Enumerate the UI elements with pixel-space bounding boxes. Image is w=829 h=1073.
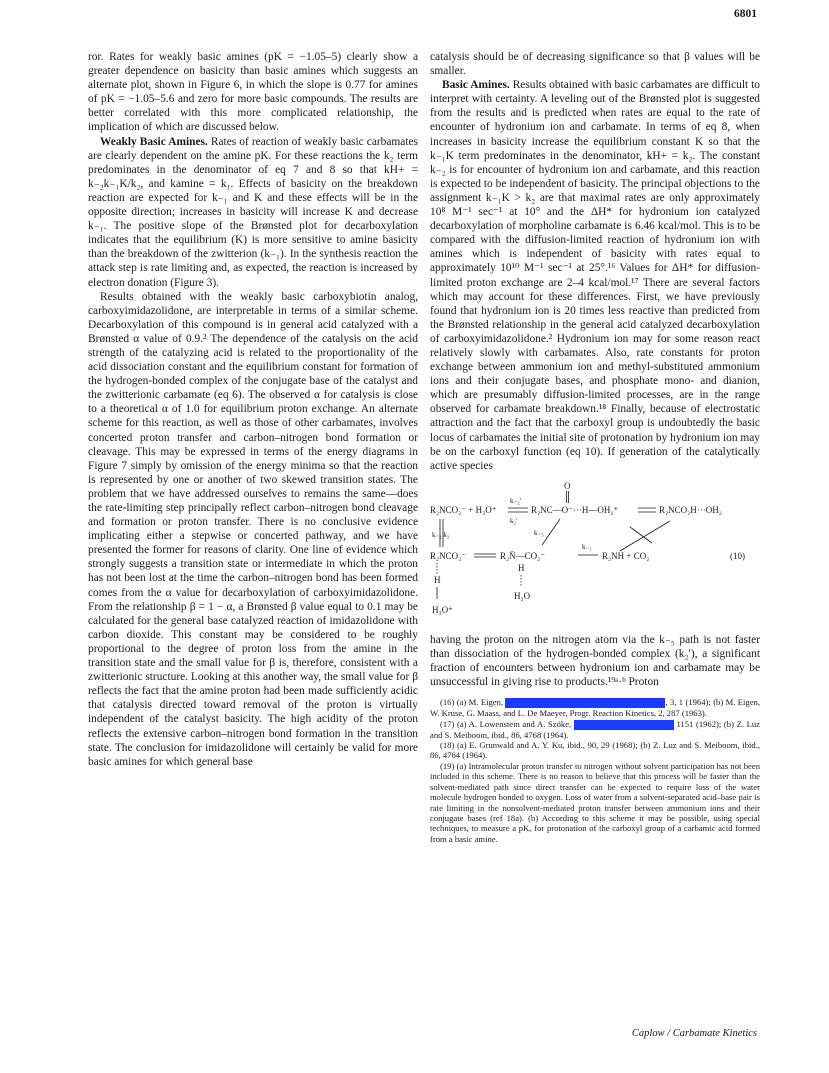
- scheme-h3o: H₃O⁺: [432, 604, 453, 615]
- scheme-side-k: k₋₂ k₂: [432, 530, 450, 539]
- scheme-row1-mid: R₂NC—O⁻···H—OH₂⁺: [531, 504, 619, 515]
- scheme-eq-number: (10): [730, 550, 745, 561]
- scheme-h-left: H: [434, 574, 441, 585]
- scheme-k5: k₋₅: [534, 528, 544, 537]
- scheme-row2-left: R₂NCO₂⁻: [430, 550, 467, 561]
- scheme-diagram: [430, 479, 760, 629]
- paragraph: catalysis should be of decreasing significance so that β values will be smaller.: [430, 51, 760, 78]
- scheme-h-mid: H: [518, 562, 525, 573]
- scheme-row1-right: R₂NCO₂H···OH₂: [659, 504, 722, 515]
- reaction-scheme: [430, 479, 760, 629]
- footnote-text: , 3, 1 (1964); (b) M. Eigen, W. Kruse, G. Maass, and L. De Maeyer, Progr. Reaction Kinetics, 2, 287 (1963).: [430, 697, 760, 719]
- paragraph: ror. Rates for weakly basic amines (pK = −1.05–5) clearly show a greater dependence on basicity than basic amines which suggests an alternate plot, shown in Figure 6, in which the slope is 0.77 for amines of pK = −1.05–5.6 and zero for more basic compounds. The results are better correlated with this more complicated relationship, the implication of which are discussed below.: [88, 51, 418, 134]
- footnote-19: (19) (a) Intramolecular proton transfer to nitrogen without solvent participation has not been included in this scheme. There is no reason to believe that this process will be faster than the solvent-mediated path since direct transfer can be expected to require loss of the water molecule hydrogen bonded to oxygen. Loss of water from a solvent-separated acid–base pair is rate limiting in the nonsolvent-mediated proton transfer between ammonium ions and their conjugate bases (ref 18a). (b) According to this scheme it may be possible, using special techniques, to measure a pKₐ for protonation of the carboxyl group of a carbamic acid formed from a basic amine.: [430, 760, 760, 844]
- footnote-text: (17) (a) A. Lowenstein and A. Szöke,: [440, 718, 574, 729]
- footnote-16: [430, 697, 760, 718]
- paragraph: [430, 78, 760, 473]
- paragraph: [88, 135, 418, 290]
- paragraph-text: Results obtained with basic carbamates are difficult to interpret with certainty. A leveling out of the Brønsted plot is suggested from the results and is predicted when rates are equal to the rate of encounter of hydronium ion and carbamate. In terms of eq 8, when increases in basicity increase the equilibrium constant K so that the k₋₁K term predominates in the denominator, kH+ = k₂. The constant k₋₂ is for encounter of hydronium ion and carbamate, and this reaction is expected to be independent of basicity. The principal objections to the assignment k₋₁K > k₂ are that maximal rates are only approximately 10⁸ M⁻¹ sec⁻¹ at 10° and the ΔH* for hydronium ion catalyzed decarboxylation of morpholine carbamate is 6.46 kcal/mol. This is to be compared with the diffusion-limited reaction of hydronium ion with amines which is independent of basicity with rates equal to approximately 10¹⁰ M⁻¹ sec⁻¹ at 25°.¹⁶ Values for ΔH* for diffusion-limited proton exchange are 2–4 kcal/mol.¹⁷ There are several factors which may account for these differences. First, we have previously found that hydronium ion is 20 times less reactive than predicted from the Brønsted relationship in the general acid catalyzed decarboxylation of carboxyimidazolidone.² Hydronium ion may for some reason react relatively slowly with carbamates. Also, rate constants for proton exchange between ammonium ion and methyl-substituted ammonium ions and their conjugate bases, and phosphate mono- and dianion, which are presumably diffusion-limited processes, are in the range observed for carbamate breakdown.¹⁸ Finally, because of electrostatic attraction and the fact that the carboxyl group is undoubtedly the basic locus of carbamates the initial site of protonation by hydronium ion may be on the carboxyl function (eq 10). If generation of the catalytically active species: [430, 79, 760, 472]
- scheme-row1-left: R₂NCO₂⁻ + H₃O⁺: [430, 504, 497, 515]
- redaction-box: [505, 698, 665, 708]
- footnote-18: (18) (a) E. Grunwald and A. Y. Ku, ibid., 90, 29 (1968); (b) Z. Luz and S. Meiboom, ibid., 86, 4764 (1964).: [430, 740, 760, 761]
- section-heading: Basic Amines.: [442, 79, 510, 92]
- footnote-text: (16) (a) M. Eigen,: [440, 697, 506, 708]
- running-footer: Caplow / Carbamate Kinetics: [631, 1028, 757, 1039]
- paragraph: Results obtained with the weakly basic carboxybiotin analog, carboxyimidazolidone, are interpretable in terms of a similar scheme. Decarboxylation of this compound is in general acid catalyzed with a Brønsted α value of 0.9.² The dependence of the catalysis on the acid strength of the catalyzing acid is related to the proportionality of the acid dissociation constant and the equilibrium constant for formation of the hydrogen-bonded complex of the conjugate base of the catalyst and the zwitterionic carbamate (eq 6). The observed α for catalysis is close to a theoretical α of 1.0 for equilibrium proton exchange. An alternate scheme for this reaction, as well as those of other carbamates, involves concerted proton transfer and carbon–nitrogen bond formation or cleavage. This may be expressed in terms of the energy diagrams in Figure 7 simply by omission of the energy minima so that the reaction is represented by one or another of two skewed transition states. The problem that we have addressed ourselves to remains the same—does the rate-limiting step principally reflect carbon–nitrogen bond cleavage and formation or proton transfer. There is no conclusive evidence implicating either a stepwise or concerted pathway, and we have presented the former for reasons of clarity. One line of evidence which strongly suggests a transition state or intermediate in which the proton has not been lost at the time the carbon–nitrogen bond has been formed comes from the α value for decarboxylation of carboxyimidazolidone. From the relationship β = 1 − α, a Brønsted β value equal to 0.1 may be calculated for the general base catalyzed reaction of imidazolidone with carbon dioxide. This constant may be considered to be roughly proportional to the degree of proton loss from the amine in the transition state and the small value for β is, therefore, consistent with a zwitterionic structure. Looking at this another way, the small value for β reflects the fact that the amine proton had been made sufficiently acidic that catalysis directed toward removal of the proton is virtually independent of the catalyst basicity. The high acidity of the proton reflects the extensive carbon–nitrogen bond formation in the transition state. The conclusion for imidazolidone will certainly be valid for more basic amines for which general base: [88, 290, 418, 768]
- right-column: [430, 50, 760, 844]
- footnote-text: 1151 (1962); (b) Z. Luz and S. Meiboom, ibid., 86, 4768 (1964).: [430, 718, 760, 740]
- scheme-oxygen: O: [564, 480, 571, 491]
- scheme-row2-mid: R₂N̄—CO₂⁻: [500, 550, 546, 561]
- left-column: [88, 50, 418, 769]
- paragraph: having the proton on the nitrogen atom via the k₋₅ path is not faster than dissociation of the hydrogen-bonded complex (k₂′), a significant fraction of encounters between hydronium ion and carbamate may be unsuccessful in giving rise to products.¹⁹ᵃ·ᵇ Proton: [430, 633, 760, 689]
- redaction-box: [574, 720, 674, 730]
- footnote-17: [430, 719, 760, 740]
- scheme-row2-k: k₋₁: [582, 542, 592, 551]
- scheme-k-top: k₋₂′: [510, 496, 522, 505]
- page-number: 6801: [734, 8, 757, 20]
- section-heading: Weakly Basic Amines.: [100, 135, 208, 148]
- scheme-k-bottom: k₂′: [510, 516, 518, 525]
- footnotes: [430, 697, 760, 844]
- paragraph-text: Rates of reaction of weakly basic carbamates are clearly dependent on the amine pK. For these reactions the k₂ term predominates in the denominator of eq 7 and 8 so that kH+ = k₋₂k₋₁K/k₂, and kamine = k₁. Effects of basicity on the breakdown reaction are expected for k₋₁ and K and these effects will be in the opposite direction; increases in basicity will increase K and decrease k₋₁. The positive slope of the Brønsted plot for decarboxylation indicates that the equilibrium (K) is more sensitive to amine basicity than the breakdown of the zwitterion (k₋₁). In the synthesis reaction the attack step is rate limiting and, as expected, the reaction is increased by electron donation (Figure 3).: [88, 135, 418, 289]
- scheme-row2-right: R₂NH + CO₂: [602, 550, 650, 561]
- scheme-h2o: H₂O: [514, 590, 531, 601]
